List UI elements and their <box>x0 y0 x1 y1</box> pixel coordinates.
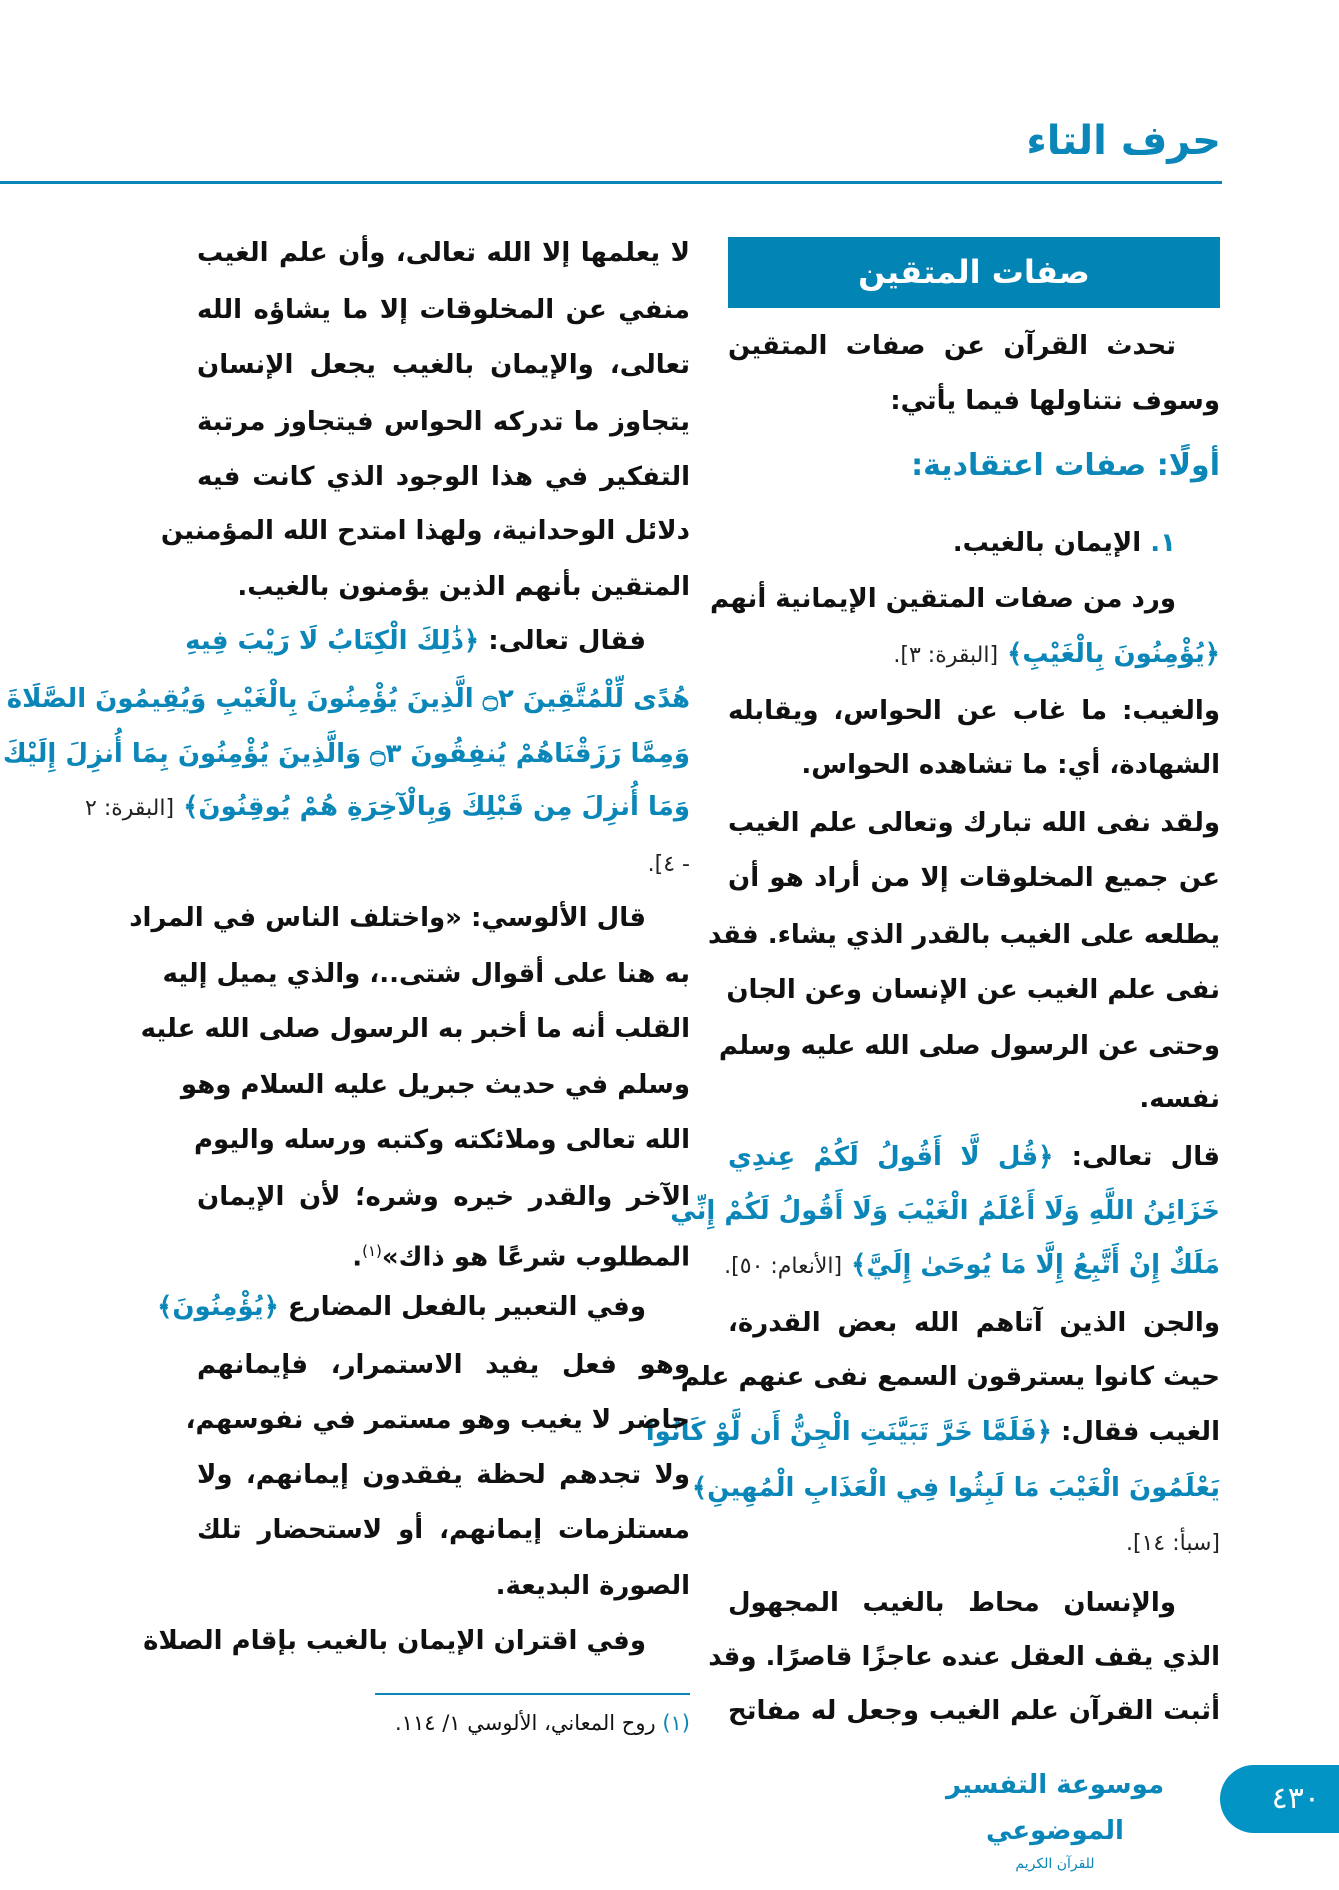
text-line <box>197 837 690 889</box>
publisher-logo <box>930 1762 1180 1872</box>
logo-title: موسوعة التفسير الموضوعي <box>945 1770 1165 1846</box>
verse-reference: [البقرة: ٢ <box>85 796 175 821</box>
quran-verse: ﴿قُل لَّا أَقُولُ لَكُمْ عِندِي <box>728 1142 1054 1172</box>
text-line <box>85 781 690 833</box>
text-line <box>728 1685 1220 1737</box>
quran-verse: ﴿فَلَمَّا خَرَّ تَبَيَّنَتِ الْجِنُّ أَن لَّوْ كَانُوا <box>645 1417 1052 1447</box>
text-line <box>708 1631 1220 1683</box>
verse-reference: - ٤]. <box>647 852 690 877</box>
text-segment: قال تعالى: <box>1053 1142 1220 1172</box>
text-line <box>197 339 690 391</box>
text-line <box>728 517 1220 569</box>
text-segment: فقال تعالى: <box>479 626 646 656</box>
text-segment: وسوف نتناولها فيما يأتي: <box>890 386 1220 416</box>
quran-verse: خَزَائِنُ اللَّهِ وَلَا أَعْلَمُ الْغَيْبَ وَلَا أَقُولُ لَكُمْ إِنِّي <box>670 1196 1220 1226</box>
text-line <box>185 1394 690 1446</box>
text-segment: الآخر والقدر خيره وشره؛ لأن الإيمان <box>197 1182 690 1212</box>
text-segment: ولقد نفى الله تبارك وتعالى علم الغيب <box>728 808 1220 838</box>
text-segment: حاضر لا يغيب وهو مستمر في نفوسهم، <box>185 1405 690 1435</box>
verse-reference: [الأنعام: ٥٠]. <box>724 1254 843 1279</box>
text-line <box>197 396 690 448</box>
page-number: ٤٣٠ <box>1220 1765 1339 1833</box>
text-segment: دلائل الوحدانية، ولهذا امتدح الله المؤمنين <box>160 516 690 546</box>
text-segment: المطلوب شرعًا هو ذاك» <box>381 1242 690 1273</box>
text-line <box>728 1131 1220 1183</box>
footnote <box>197 1705 690 1741</box>
footnote-number: (١) <box>662 1711 690 1735</box>
text-line <box>197 1449 690 1501</box>
text-line <box>728 1297 1220 1349</box>
text-line <box>724 1239 1220 1291</box>
text-line <box>143 1615 690 1667</box>
text-segment: تعالى، والإيمان بالغيب يجعل الإنسان <box>197 350 690 380</box>
header-divider <box>0 181 1222 184</box>
text-line <box>140 1003 690 1055</box>
text-segment: الله تعالى وملائكته وكتبه ورسله واليوم <box>193 1125 690 1155</box>
text-segment: الشهادة، أي: ما تشاهده الحواس. <box>801 750 1220 780</box>
quran-verse: مَلَكٌ إِنْ أَتَّبِعُ إِلَّا مَا يُوحَىٰ إِلَيَّ﴾ <box>842 1250 1220 1280</box>
text-line <box>728 628 1220 680</box>
text-line <box>197 451 690 503</box>
text-line <box>710 573 1220 625</box>
text-line <box>728 739 1220 791</box>
text-segment: القلب أنه ما أخبر به الرسول صلى الله عليه <box>140 1014 690 1044</box>
logo-subtitle: للقرآن الكريم <box>1015 1856 1095 1872</box>
chapter-header: حرف التاء <box>1026 118 1221 164</box>
text-segment: حيث كانوا يسترقون السمع نفى عنهم علم <box>680 1362 1220 1392</box>
text-line <box>728 685 1220 737</box>
text-line <box>197 561 690 613</box>
text-segment: نفسه. <box>1139 1084 1220 1114</box>
text-line <box>680 1351 1220 1403</box>
text-segment: نفى علم الغيب عن الإنسان وعن الجان <box>726 975 1220 1005</box>
text-segment: مستلزمات إيمانهم، أو لاستحضار تلك <box>197 1515 690 1545</box>
text-segment: منفي عن المخلوقات إلا ما يشاؤه الله <box>197 295 690 325</box>
text-line <box>718 1020 1220 1072</box>
text-segment: قال الألوسي: «واختلف الناس في المراد <box>129 903 646 933</box>
text-line <box>129 892 690 944</box>
quran-verse: ﴿ذَٰلِكَ الْكِتَابُ لَا رَيْبَ فِيهِ <box>185 626 480 656</box>
text-line <box>197 227 690 279</box>
quran-verse: هُدًى لِّلْمُتَّقِينَ ۝٢ الَّذِينَ يُؤْمِنُونَ بِالْغَيْبِ وَيُقِيمُونَ الصَّلَاةَ <box>6 684 690 714</box>
text-segment: وحتى عن الرسول صلى الله عليه وسلم <box>718 1031 1220 1061</box>
text-segment: به هنا على أقوال شتى..، والذي يميل إليه <box>162 959 690 989</box>
text-segment: والإنسان محاط بالغيب المجهول <box>728 1588 1176 1618</box>
text-line <box>180 1059 690 1111</box>
text-line <box>197 284 690 336</box>
text-segment: وسلم في حديث جبريل عليه السلام وهو <box>180 1070 690 1100</box>
quran-verse: ﴿يُؤْمِنُونَ بِالْغَيْبِ﴾ <box>998 639 1220 669</box>
text-segment: ورد من صفات المتقين الإيمانية أنهم <box>710 584 1176 614</box>
text-line <box>691 1462 1220 1514</box>
verse-reference: [البقرة: ٣]. <box>893 643 999 668</box>
text-segment: والجن الذين آتاهم الله بعض القدرة، <box>728 1308 1220 1338</box>
text-line <box>728 1516 1220 1568</box>
text-line <box>197 1339 690 1391</box>
text-segment: الإيمان بالغيب. <box>952 528 1142 558</box>
quran-verse: ١. <box>1141 528 1176 558</box>
text-line <box>197 1171 690 1223</box>
text-line <box>670 1185 1220 1237</box>
verse-reference: [سبأ: ١٤]. <box>1126 1531 1220 1556</box>
text-line <box>197 1225 690 1277</box>
text-line <box>707 909 1220 961</box>
quran-verse: وَمَا أُنزِلَ مِن قَبْلِكَ وَبِالْآخِرَةِ هُمْ يُوقِنُونَ﴾ <box>174 792 690 822</box>
text-segment: تحدث القرآن عن صفات المتقين <box>728 331 1176 361</box>
text-segment: يطلعه على الغيب بالقدر الذي يشاء. فقد <box>707 920 1220 950</box>
quran-verse: يَعْلَمُونَ الْغَيْبَ مَا لَبِثُوا فِي الْعَذَابِ الْمُهِينِ﴾ <box>691 1473 1220 1503</box>
text-line <box>728 440 1220 492</box>
text-segment: يتجاوز ما تدركه الحواس فيتجاوز مرتبة <box>197 407 690 437</box>
text-line <box>160 505 690 557</box>
text-segment: عن جميع المخلوقات إلا من أراد هو أن <box>728 863 1220 893</box>
text-segment: الصورة البديعة. <box>495 1571 690 1601</box>
text-segment: وهو فعل يفيد الاستمرار، فإيمانهم <box>197 1350 690 1380</box>
text-line <box>197 1560 690 1612</box>
text-line <box>2 728 690 780</box>
text-line <box>728 375 1220 427</box>
section-title: صفات المتقين <box>728 237 1220 308</box>
text-line <box>193 1114 690 1166</box>
text-segment: لا يعلمها إلا الله تعالى، وأن علم الغيب <box>197 238 690 268</box>
quran-verse: ﴿يُؤْمِنُونَ﴾ <box>157 1292 279 1322</box>
text-segment: المتقين بأنهم الذين يؤمنون بالغيب. <box>237 572 690 602</box>
quran-verse: وَمِمَّا رَزَقْنَاهُمْ يُنفِقُونَ ۝٣ وَالَّذِينَ يُؤْمِنُونَ بِمَا أُنزِلَ إِلَيْكَ <box>2 739 690 769</box>
text-segment: وفي اقتران الإيمان بالغيب بإقام الصلاة <box>143 1626 646 1656</box>
text-line <box>728 1577 1220 1629</box>
text-line <box>157 1281 690 1333</box>
text-segment: وفي التعبير بالفعل المضارع <box>278 1292 646 1322</box>
text-line <box>645 1406 1220 1458</box>
text-line <box>728 1073 1220 1125</box>
text-segment: التفكير في هذا الوجود الذي كانت فيه <box>197 462 690 492</box>
footnote-divider <box>375 1693 690 1695</box>
text-segment: والغيب: ما غاب عن الحواس، ويقابله <box>728 696 1220 726</box>
text-line <box>728 797 1220 849</box>
text-line <box>6 673 690 725</box>
text-line <box>728 852 1220 904</box>
subheading: أولًا: صفات اعتقادية: <box>911 448 1220 483</box>
text-line <box>728 964 1220 1016</box>
text-line <box>197 1504 690 1556</box>
footnote-marker: (١) <box>362 1242 382 1260</box>
text-line <box>728 320 1220 372</box>
footnote-text: روح المعاني، الألوسي ١/ ١١٤. <box>394 1711 656 1735</box>
text-segment: ولا تجدهم لحظة يفقدون إيمانهم، ولا <box>197 1460 690 1490</box>
text-segment: الذي يقف العقل عنده عاجزًا قاصرًا. وقد <box>708 1642 1220 1672</box>
text-segment: الغيب فقال: <box>1051 1417 1220 1447</box>
text-segment: أثبت القرآن علم الغيب وجعل له مفاتح <box>728 1696 1220 1726</box>
text-line <box>185 615 690 667</box>
text-line <box>162 948 690 1000</box>
text-segment: . <box>352 1242 363 1273</box>
